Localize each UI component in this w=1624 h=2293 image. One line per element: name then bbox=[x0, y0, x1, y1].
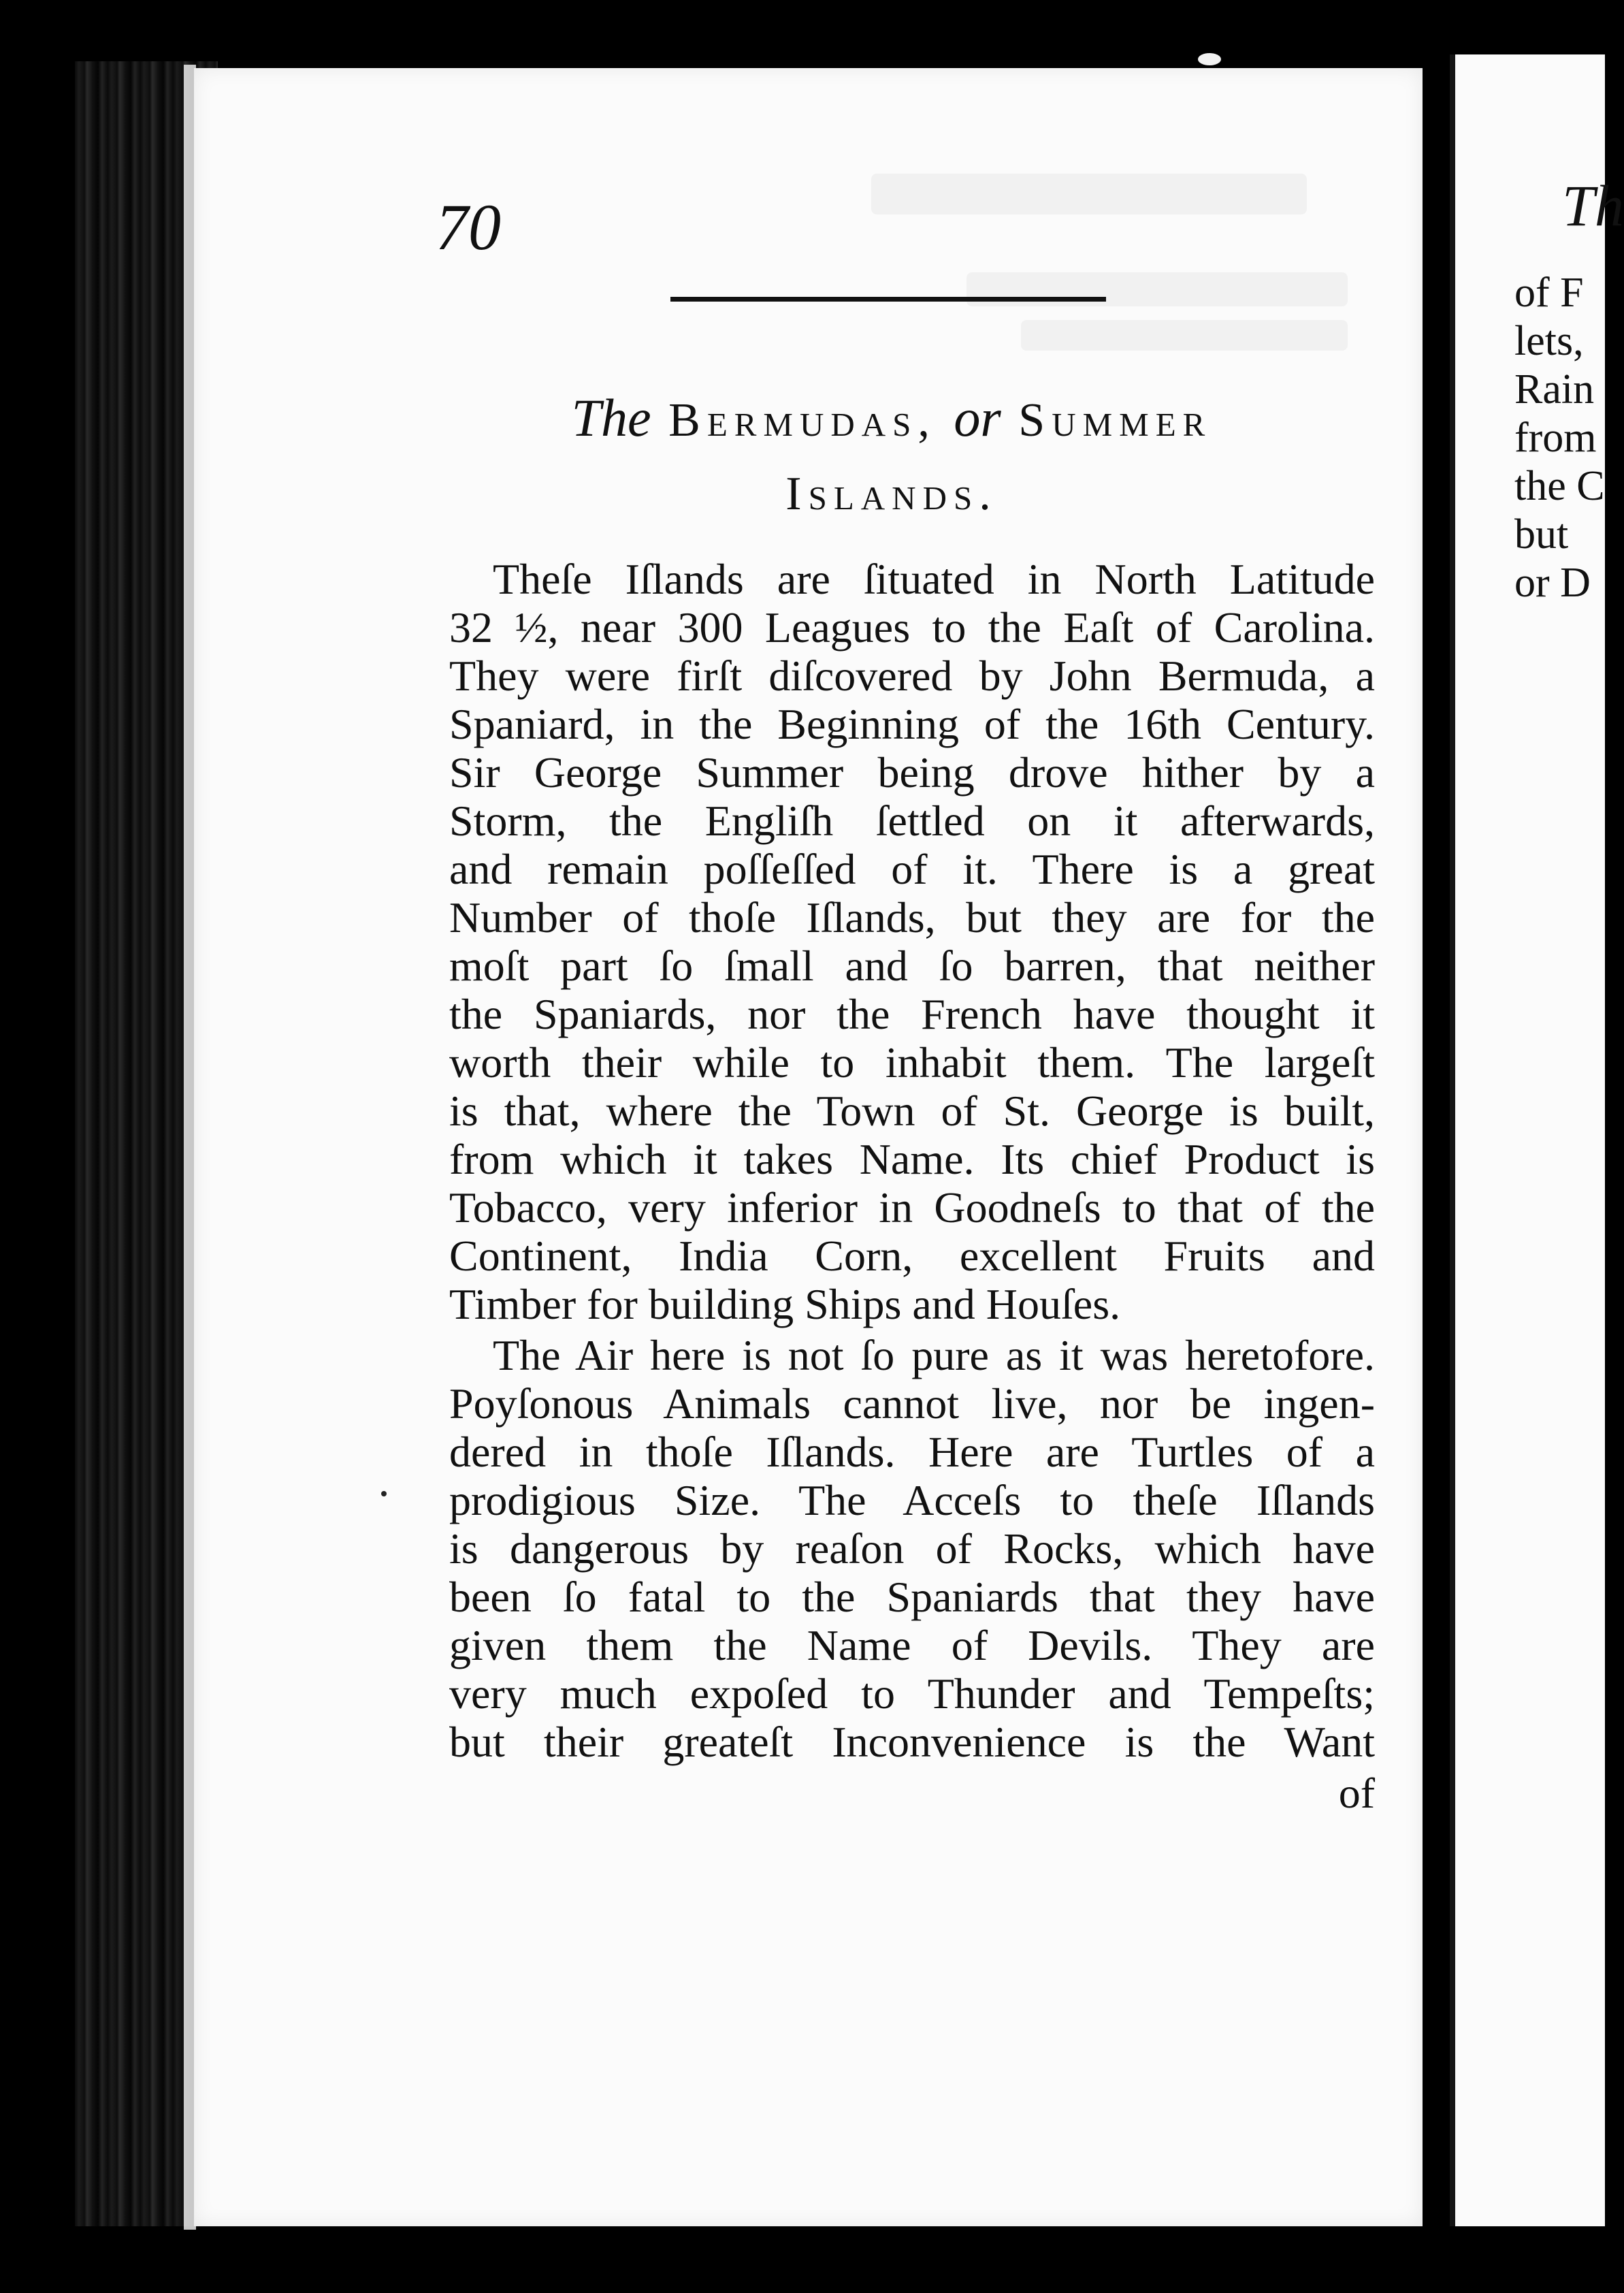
page-gutter bbox=[1423, 54, 1450, 2260]
text-line: is that, where the Town of St. George is built, bbox=[449, 1087, 1375, 1135]
paper-tear bbox=[1198, 53, 1221, 65]
heading-connector: or bbox=[954, 388, 1001, 447]
catchword: of bbox=[1338, 1769, 1375, 1817]
bleed-through-mark bbox=[1021, 320, 1348, 351]
text-line: very much expoſed to Thunder and Tempeſts; bbox=[449, 1669, 1375, 1718]
page-number: 70 bbox=[436, 191, 501, 263]
facing-page-head: Th bbox=[1562, 173, 1624, 238]
text-line: Rain bbox=[1514, 366, 1595, 413]
text-line: been ſo fatal to the Spaniards that they have bbox=[449, 1573, 1375, 1621]
text-line: from which it takes Name. Its chief Product is bbox=[449, 1135, 1375, 1183]
ink-speck bbox=[381, 1491, 387, 1496]
text-line: the C bbox=[1514, 463, 1605, 509]
text-line: Tobacco, very inferior in Goodneſs to that of the bbox=[449, 1183, 1375, 1232]
text-line: The Air here is not ſo pure as it was heretofore. bbox=[493, 1331, 1375, 1379]
text-line: Poyſonous Animals cannot live, nor be ingen- bbox=[449, 1379, 1375, 1428]
text-line: Sir George Summer being drove hither by a bbox=[449, 748, 1375, 797]
text-line: dered in thoſe Iſlands. Here are Turtles of a bbox=[449, 1428, 1375, 1476]
text-line: They were firſt diſcovered by John Bermuda, a bbox=[449, 652, 1375, 700]
heading-word: Summer bbox=[1018, 394, 1212, 447]
head-rule bbox=[670, 297, 1106, 302]
facing-page-text bbox=[1514, 269, 1605, 607]
text-line: prodigious Size. The Acceſs to theſe Iſlands bbox=[449, 1476, 1375, 1524]
heading-prefix: The bbox=[571, 388, 651, 447]
text-line: 32 ½, near 300 Leagues to the Eaſt of Carolina. bbox=[449, 603, 1375, 652]
text-line: Spaniard, in the Beginning of the 16th Century. bbox=[449, 700, 1375, 748]
text-line: Number of thoſe Iſlands, but they are for the bbox=[449, 893, 1375, 942]
text-line: lets, bbox=[1514, 318, 1584, 364]
paragraph bbox=[449, 555, 1375, 1328]
text-line: or D bbox=[1514, 560, 1591, 606]
text-line: Theſe Iſlands are ſituated in North Latitude bbox=[493, 555, 1375, 603]
text-line: Continent, India Corn, excellent Fruits and bbox=[449, 1232, 1375, 1280]
text-line: is dangerous by reaſon of Rocks, which have bbox=[449, 1524, 1375, 1573]
bleed-through-mark bbox=[871, 174, 1307, 214]
text-line: moſt part ſo ſmall and ſo barren, that neither bbox=[449, 942, 1375, 990]
text-line: Timber for building Ships and Houſes. bbox=[449, 1280, 1121, 1328]
text-line: of F bbox=[1514, 270, 1584, 316]
heading-word: Bermudas, bbox=[668, 394, 937, 447]
text-line: but their greateſt Inconvenience is the Want bbox=[449, 1718, 1375, 1766]
heading-word: Islands. bbox=[785, 468, 998, 520]
text-line: from bbox=[1514, 415, 1597, 461]
bleed-through-mark bbox=[463, 2267, 545, 2281]
text-line: the Spaniards, nor the French have thought it bbox=[449, 990, 1375, 1038]
text-line: worth their while to inhabit them. The largeſt bbox=[449, 1038, 1375, 1087]
section-heading bbox=[408, 381, 1375, 531]
body-text bbox=[449, 555, 1375, 1817]
right-page-edge bbox=[1450, 54, 1455, 2226]
text-line: Storm, the Engliſh ſettled on it afterwards, bbox=[449, 797, 1375, 845]
text-line: but bbox=[1514, 511, 1569, 558]
paragraph bbox=[449, 1331, 1375, 1766]
text-line: and remain poſſeſſed of it. There is a great bbox=[449, 845, 1375, 893]
text-line: given them the Name of Devils. They are bbox=[449, 1621, 1375, 1669]
